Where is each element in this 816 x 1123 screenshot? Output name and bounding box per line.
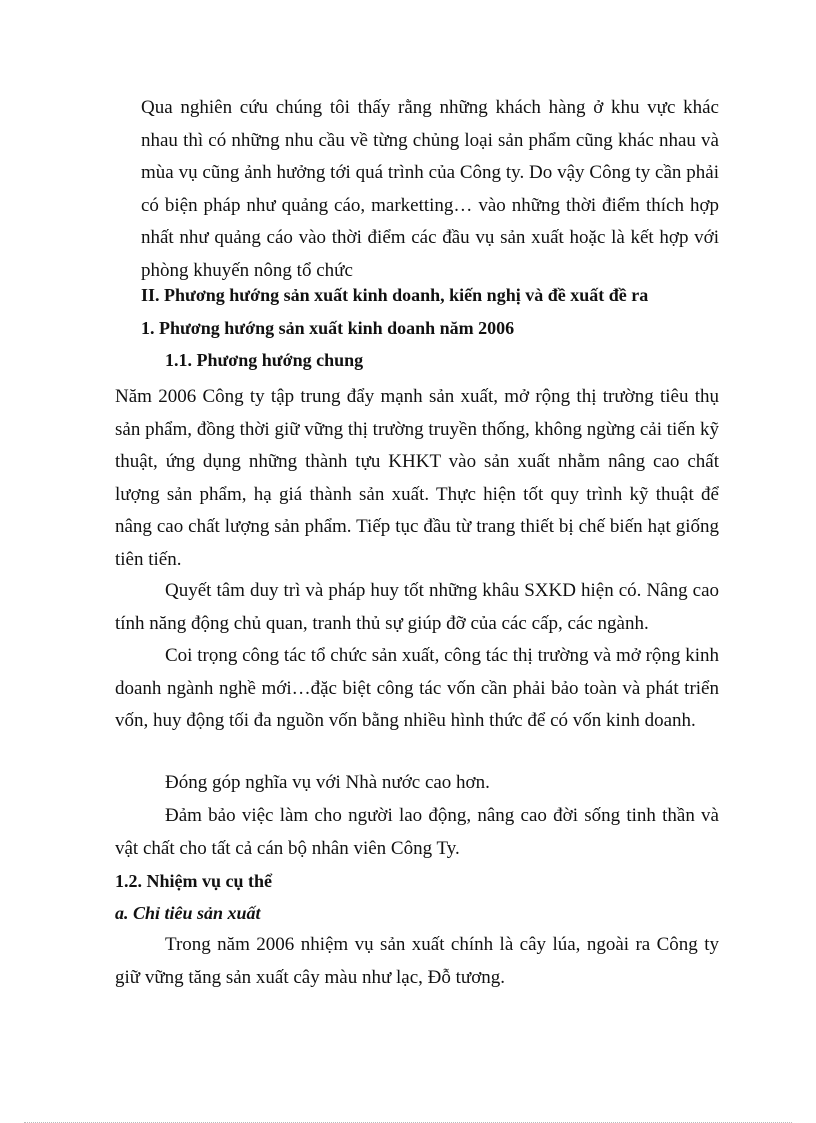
maintain-paragraph: Quyết tâm duy trì và pháp huy tốt những khâu SXKD hiện có. Nâng cao tính năng động chủ quan, tranh thủ sự giúp đỡ của các cấp, các ngành. xyxy=(115,580,719,634)
focus-paragraph: Coi trọng công tác tổ chức sản xuất, công tác thị trường và mở rộng kinh doanh ngành nghề mới…đặc biệt công tác vốn cần phải bảo toàn và phát triển vốn, huy động tối đa nguồn vốn bằng nhiều hình thức để có vốn kinh doanh. xyxy=(115,645,719,731)
section-heading: II. Phương hướng sản xuất kinh doanh, kiến nghị và đề xuất đề ra xyxy=(141,285,649,305)
subheading-1-1: 1.1. Phương hướng chung xyxy=(165,350,364,370)
subheading-a: a. Chỉ tiêu sản xuất xyxy=(115,903,261,923)
employment-paragraph: Đảm bảo việc làm cho người lao động, nâng cao đời sống tinh thần và vật chất cho tất cả cán bộ nhân viên Công Ty. xyxy=(115,805,719,859)
production-paragraph: Trong năm 2006 nhiệm vụ sản xuất chính là cây lúa, ngoài ra Công ty giữ vững tăng sản xuất cây màu như lạc, Đỗ tương. xyxy=(115,934,719,988)
contribute-paragraph: Đóng góp nghĩa vụ với Nhà nước cao hơn. xyxy=(165,772,490,793)
subheading-1: 1. Phương hướng sản xuất kinh doanh năm 2006 xyxy=(141,318,515,338)
intro-paragraph: Qua nghiên cứu chúng tôi thấy rằng những khách hàng ở khu vực khác nhau thì có những nhu cầu về từng chủng loại sản phẩm cũng khác nhau và mùa vụ cũng ảnh hưởng tới quá trình của Công ty. Do vậy Công ty cần phải có biện pháp như quảng cáo, marketting… vào những thời điểm thích hợp nhất như quảng cáo vào thời điểm các đầu vụ sản xuất hoặc là kết hợp với phòng khuyến nông tổ chức xyxy=(141,97,719,281)
subheading-1-2: 1.2. Nhiệm vụ cụ thể xyxy=(115,871,272,891)
general-direction-paragraph: Năm 2006 Công ty tập trung đẩy mạnh sản xuất, mở rộng thị trường tiêu thụ sản phẩm, đồng thời giữ vững thị trường truyền thống, không ngừng cải tiến kỹ thuật, ứng dụng những thành tựu KHKT vào sản xuất nhằm nâng cao chất lượng sản phẩm, hạ giá thành sản xuất. Thực hiện tốt quy trình kỹ thuật để nâng cao chất lượng sản phẩm. Tiếp tục đầu từ trang thiết bị chế biến hạt giống tiên tiến. xyxy=(115,386,719,570)
